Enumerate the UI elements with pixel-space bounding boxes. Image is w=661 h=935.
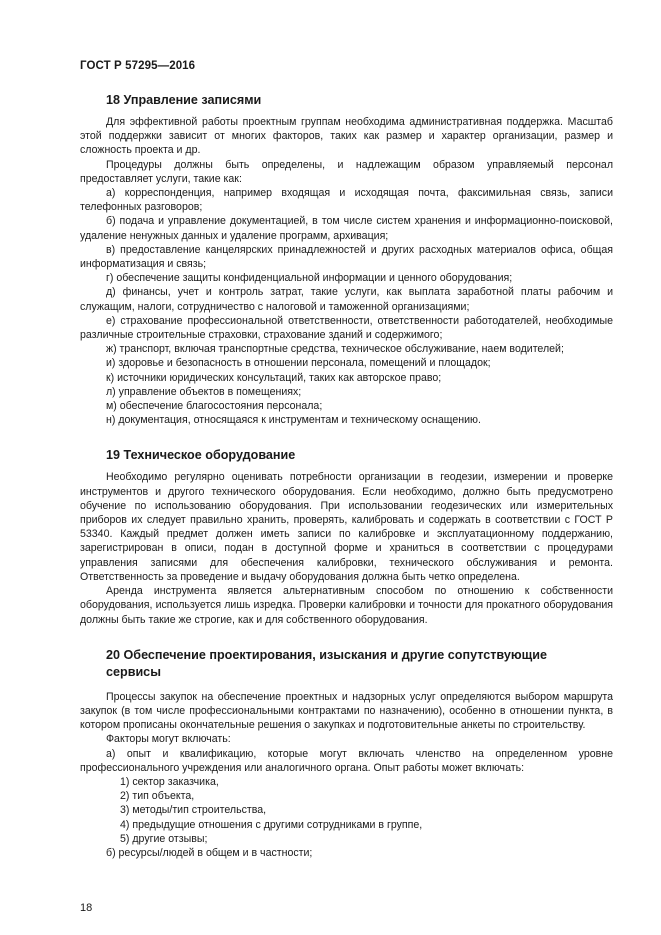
list-item: а) корреспонденция, например входящая и исходящая почта, факсимильная связь, записи телефонных разговоров; xyxy=(80,187,613,214)
sub-list-item: 4) предыдущие отношения с другими сотрудниками в группе, xyxy=(120,818,423,831)
list-item: в) предоставление канцелярских принадлежностей и других расходных материалов офиса, общая информатизация и связь; xyxy=(80,243,613,271)
list-item: б) подача и управление документацией, в том числе систем хранения и информационно-поисковой, удаление ненужных данных и удаление программ, архивация; xyxy=(80,215,613,242)
list-item: д) финансы, учет и контроль затрат, такие услуги, как выплата заработной платы рабочим и служащим, налоги, сотрудничество с налоговой и таможенной организациями; xyxy=(80,286,613,313)
list-item: а) опыт и квалификацию, которые могут включать членство на определенном уровне профессионального учреждения или аналогичного органа. Опыт работы может включать: xyxy=(80,747,613,774)
sub-list-item: 2) тип объекта, xyxy=(120,790,195,803)
sub-list-item: 1) сектор заказчика, xyxy=(120,775,219,788)
section-20-title xyxy=(80,647,613,681)
section-20 xyxy=(80,647,613,860)
section-19 xyxy=(80,447,613,626)
list-item: б) ресурсы/людей в общем и в частности; xyxy=(106,846,313,859)
section-19-title: 19 Техническое оборудование xyxy=(106,448,296,463)
list-item: л) управление объектов в помещениях; xyxy=(106,385,302,398)
list-item: к) источники юридических консультаций, таких как авторское право; xyxy=(106,371,442,384)
section-20-title-line1: 20 Обеспечение проектирования, изыскания и другие сопутствующие xyxy=(106,647,547,662)
list-item: е) страхование профессиональной ответственности, ответственности работодателей, необходимые различные строительные страховки, страхование зданий и содержимого; xyxy=(80,314,613,342)
paragraph: Аренда инструмента является альтернативным способом по отношению к собственности оборудования, используется лишь изредка. Проверки калибровки и точности для прокатного оборудования должны быть такие же строгие, как и для собственного оборудования. xyxy=(80,585,613,626)
paragraph: Необходимо регулярно оценивать потребности организации в геодезии, измерении и проверке инструментов и другого технического оборудования. Если необходимо, должно быть предусмотрено обучение по использованию оборудования. При использовании геодезических или измерительных приборов их следует правильно хранить, проверять, калибровать и содержать в соответствии с ГОСТ Р 53340. Каждый предмет должен иметь записи по калибровке и эксплуатационному поддержанию, зарегистрирован в описи, подан в доступной форме и храниться в соответствии с процедурами управления записями для обеспечения калибровки, технического обслуживания и ремонта. Ответственность за проведение и выдачу оборудования должна быть четко определена. xyxy=(80,471,613,583)
list-item: м) обеспечение благосостояния персонала; xyxy=(106,400,323,413)
section-18-title: 18 Управление записями xyxy=(106,93,262,107)
section-20-title-line2: сервисы xyxy=(106,664,161,679)
paragraph: Процедуры должны быть определены, и надлежащим образом управляемый персонал предоставляет услуги, такие как: xyxy=(80,158,613,185)
list-item: г) обеспечение защиты конфиденциальной информации и ценного оборудования; xyxy=(106,272,513,285)
paragraph: Для эффективной работы проектным группам необходима административная поддержка. Масштаб этой поддержки зависит от многих факторов, таких как размер и характер организации, размер и сложность проекта и др. xyxy=(80,116,613,157)
sub-list-item: 5) другие отзывы; xyxy=(120,832,208,845)
section-18 xyxy=(80,92,613,427)
list-item: ж) транспорт, включая транспортные средства, техническое обслуживание, наем водителей; xyxy=(106,343,564,356)
paragraph: Факторы могут включать: xyxy=(106,733,231,746)
paragraph: Процессы закупок на обеспечение проектных и надзорных услуг определяются выбором маршрута закупок (в том числе профессиональными контрактами по назначению), особенно в отношении пункта, в котором прописаны окончательные решения о закупках и подготовительные анкеты по строительству. xyxy=(80,690,613,732)
document-header: ГОСТ Р 57295—2016 xyxy=(80,60,196,72)
list-item: н) документация, относящаяся к инструментам и техническому оснащению. xyxy=(106,414,481,427)
list-item: и) здоровье и безопасность в отношении персонала, помещений и площадок; xyxy=(106,357,491,370)
sub-list-item: 3) методы/тип строительства, xyxy=(120,804,267,817)
page-body xyxy=(80,88,613,860)
page-number: 18 xyxy=(80,902,93,914)
